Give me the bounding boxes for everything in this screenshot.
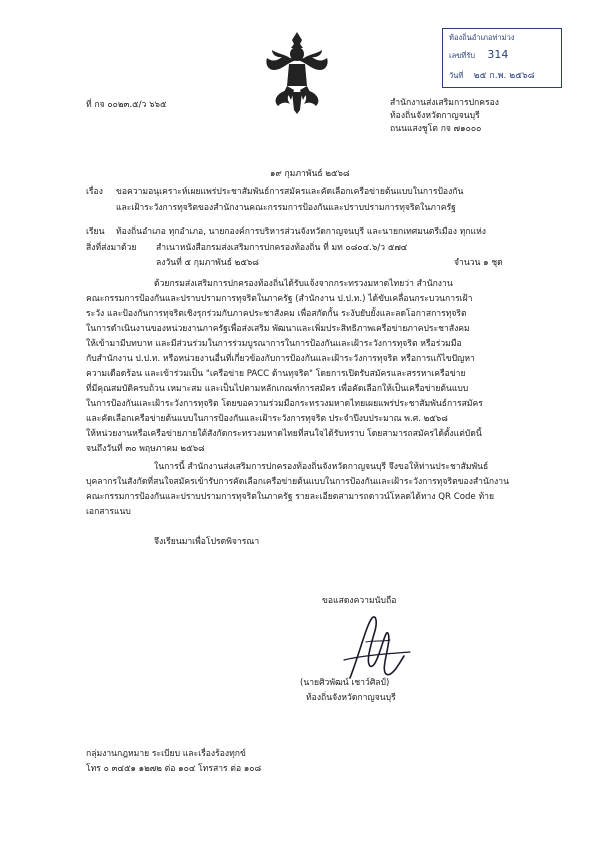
paragraph-line: ที่มีคุณสมบัติครบถ้วน เหมาะสม และเป็นไปตามหลักเกณฑ์การสมัคร เพื่อคัดเลือกให้เป็นเครือข่ายต้นแบบ [86, 384, 469, 394]
to-text: ท้องถิ่นอำเภอ ทุกอำเภอ, นายกองค์การบริหารส่วนจังหวัดกาญจนบุรี และนายกเทศมนตรีเมือง ทุกแห่ง [116, 227, 486, 237]
enclosure-line-2: ลงวันที่ ๕ กุมภาพันธ์ ๒๕๖๘ [156, 258, 259, 268]
footer-department: กลุ่มงานกฎหมาย ระเบียบ และเรื่องร้องทุกข์ [86, 749, 246, 759]
paragraph-line: บุคลากรในสังกัดที่สนใจสมัครเข้ารับการคัดเลือกเครือข่ายต้นแบบในการป้องกันและเฝ้าระวังการทุจริตของสำนักงาน [86, 477, 509, 487]
handwritten-signature [330, 612, 420, 684]
signer-name: (นายศิวพัฒน์ เชาว์ศิลป์) [300, 678, 390, 688]
paragraph-line: กับสำนักงาน ป.ป.ท. หรือหน่วยงานอื่นที่เกี่ยวข้องกับการป้องกันและเฝ้าระวังการทุจริต หรือการแก้ไขปัญหา [86, 354, 475, 364]
garuda-emblem-icon [264, 30, 330, 114]
paragraph-line: ด้วยกรมส่งเสริมการปกครองท้องถิ่นได้รับแจ้งจากกระทรวงมหาดไทยว่า สำนักงาน [154, 279, 453, 289]
subject-label: เรื่อง [86, 187, 103, 197]
regards-text: ขอแสดงความนับถือ [322, 596, 397, 606]
paragraph-line: เอกสารแนบ [86, 507, 131, 517]
paragraph-line: และคัดเลือกเครือข่ายต้นแบบในการป้องกันและเฝ้าระวังการทุจริต ประจำปีงบประมาณ พ.ศ. ๒๕๖๘ [86, 414, 448, 424]
paragraph-line: ความเดือดร้อน และเข้าร่วมเป็น "เครือข่าย PACC ต้านทุจริต" โดยการเปิดรับสมัครและสรรหาเครือข่าย [86, 369, 466, 379]
paragraph-line: ให้เข้ามามีบทบาท และมีส่วนร่วมในการร่วมบูรณาการในการป้องกันและเฝ้าระวังการทุจริต หรือร่วมมือ [86, 339, 462, 349]
enclosure-count: จำนวน ๑ ชุด [454, 258, 503, 268]
body-paragraph-1 [86, 278, 483, 458]
closing-text: จึงเรียนมาเพื่อโปรดพิจารณา [154, 537, 260, 547]
document-number: ที่ กจ ๐๐๒๓.๕/ว ๖๖๕ [86, 100, 167, 110]
enclosure-line-1: สำเนาหนังสือกรมส่งเสริมการปกครองท้องถิ่น ที่ มท ๐๘๐๔.๖/ว ๕๗๔ [156, 243, 408, 253]
sender-line-2: ท้องถิ่นจังหวัดกาญจนบุรี [390, 111, 480, 121]
sender-line-3: ถนนแสงชูโต กจ ๗๑๐๐๐ [390, 124, 482, 134]
receipt-stamp [442, 28, 562, 88]
stamp-office: ท้องถิ่นอำเภอท่าม่วง [449, 33, 515, 42]
document-date: ๑๙ กุมภาพันธ์ ๒๕๖๘ [270, 169, 350, 179]
subject-line-1: ขอความอนุเคราะห์เผยแพร่ประชาสัมพันธ์การสมัครและคัดเลือกเครือข่ายต้นแบบในการป้องกัน [116, 187, 464, 197]
stamp-number: เลขที่รับ 314 [449, 48, 509, 61]
footer-phone: โทร ๐ ๓๔๕๑ ๑๒๗๒ ต่อ ๑๐๔ โทรสาร ต่อ ๑๐๘ [86, 764, 262, 774]
paragraph-line: ในการนี้ สำนักงานส่งเสริมการปกครองท้องถิ่นจังหวัดกาญจนบุรี จึงขอให้ท่านประชาสัมพันธ์ [154, 462, 489, 472]
to-label: เรียน [86, 227, 105, 237]
sender-line-1: สำนักงานส่งเสริมการปกครอง [390, 98, 499, 108]
body-paragraph-2 [86, 461, 509, 521]
stamp-date: วันที่ ๒๕ ก.พ. ๒๕๖๘ [449, 71, 535, 81]
signer-title: ท้องถิ่นจังหวัดกาญจนบุรี [306, 693, 396, 703]
paragraph-line: คณะกรรมการป้องกันและปราบปรามการทุจริตในภาครัฐ รายละเอียดสามารถดาวน์โหลดได้ทาง QR Code ท้าย [86, 492, 494, 502]
paragraph-line: ระวัง และป้องกันการทุจริตเชิงรุกร่วมกับภาคประชาสังคม เพื่อสกัดกั้น ระงับยับยั้งและลดโอกาสการทุจริต [86, 309, 467, 319]
paragraph-line: ให้หน่วยงานหรือเครือข่ายภายใต้สังกัดกระทรวงมหาดไทยที่สนใจได้รับทราบ โดยสามารถสมัครได้ตั้งแต่บัดนี้ [86, 429, 482, 439]
paragraph-line: ในการดำเนินงานของหน่วยงานภาครัฐเพื่อส่งเสริม พัฒนาและเพิ่มประสิทธิภาพเครือข่ายภาคประชาสังคม [86, 324, 470, 334]
paragraph-line: คณะกรรมการป้องกันและปราบปรามการทุจริตในภาครัฐ (สำนักงาน ป.ป.ท.) ได้ขับเคลื่อนกระบวนการเฝ้า [86, 294, 473, 304]
subject-line-2: และเฝ้าระวังการทุจริตของสำนักงานคณะกรรมการป้องกันและปราบปรามการทุจริตในภาครัฐ [116, 203, 456, 213]
enclosure-label: สิ่งที่ส่งมาด้วย [86, 243, 137, 253]
paragraph-line: ในการป้องกันและเฝ้าระวังการทุจริต โดยขอความร่วมมือกระทรวงมหาดไทยเผยแพร่ประชาสัมพันธ์การสมัคร [86, 399, 483, 409]
paragraph-line: จนถึงวันที่ ๓๐ พฤษภาคม ๒๕๖๘ [86, 444, 205, 454]
